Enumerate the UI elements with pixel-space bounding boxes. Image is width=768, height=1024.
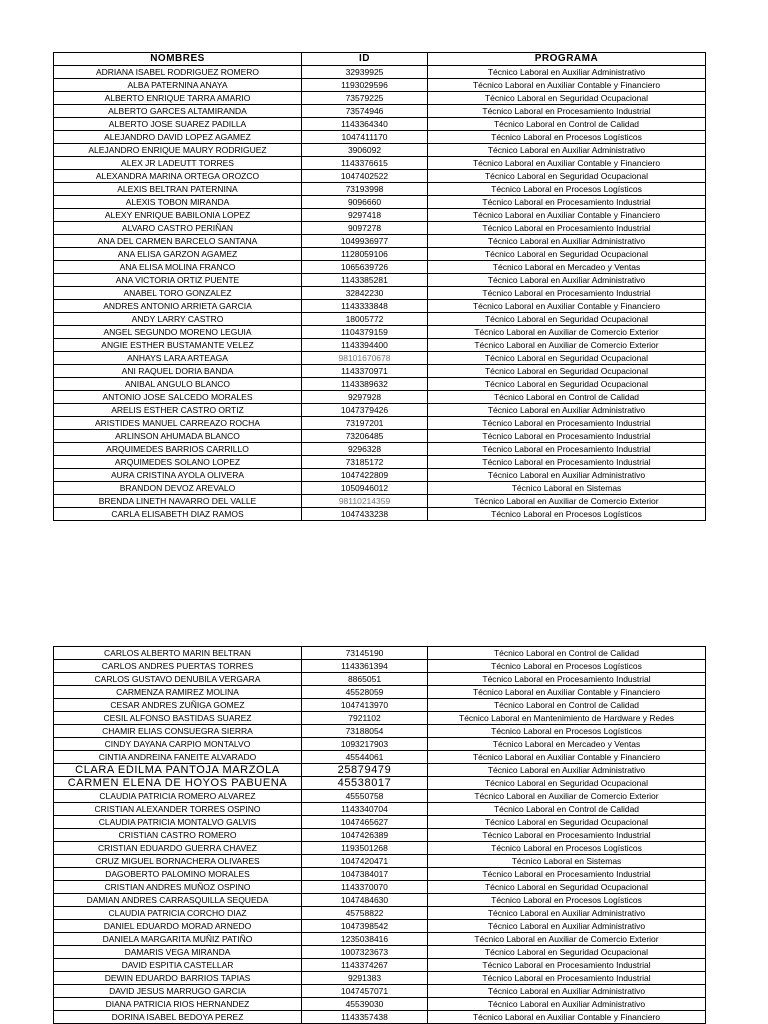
student-program: Técnico Laboral en Auxiliar Administrativo — [428, 469, 706, 482]
student-name: DANIELA MARGARITA MUÑIZ PATIÑO — [54, 933, 302, 946]
table-row — [54, 391, 706, 404]
student-id: 1047457071 — [302, 985, 428, 998]
student-id: 73206485 — [302, 430, 428, 443]
student-name: CINDY DAYANA CARPIO MONTALVO — [54, 738, 302, 751]
student-name: ADRIANA ISABEL RODRIGUEZ ROMERO — [54, 66, 302, 79]
table-row — [54, 482, 706, 495]
student-program: Técnico Laboral en Auxiliar Administrativo — [428, 764, 706, 777]
student-id: 45528059 — [302, 686, 428, 699]
table-row — [54, 222, 706, 235]
student-name: ALBERTO JOSE SUAREZ PADILLA — [54, 118, 302, 131]
student-id: 73193998 — [302, 183, 428, 196]
student-name: ARQUIMEDES BARRIOS CARRILLO — [54, 443, 302, 456]
student-program: Técnico Laboral en Auxiliar Administrativo — [428, 998, 706, 1011]
student-name: CARLOS ANDRES PUERTAS TORRES — [54, 660, 302, 673]
student-program: Técnico Laboral en Procesos Logísticos — [428, 842, 706, 855]
table-row — [54, 868, 706, 881]
student-id: 32939925 — [302, 66, 428, 79]
student-id: 73188054 — [302, 725, 428, 738]
student-program: Técnico Laboral en Procesos Logísticos — [428, 183, 706, 196]
student-name: CARLA ELISABETH DIAZ RAMOS — [54, 508, 302, 521]
student-program: Técnico Laboral en Sistemas — [428, 855, 706, 868]
student-id: 73574946 — [302, 105, 428, 118]
student-program: Técnico Laboral en Auxiliar Contable y Financiero — [428, 686, 706, 699]
student-program: Técnico Laboral en Control de Calidad — [428, 699, 706, 712]
student-name: ANTONIO JOSE SALCEDO MORALES — [54, 391, 302, 404]
student-id: 9097278 — [302, 222, 428, 235]
student-name: ALBERTO GARCES ALTAMIRANDA — [54, 105, 302, 118]
student-program: Técnico Laboral en Auxiliar Contable y Financiero — [428, 751, 706, 764]
student-id: 3906092 — [302, 144, 428, 157]
student-id: 1143361394 — [302, 660, 428, 673]
table-row — [54, 894, 706, 907]
student-id: 1143385281 — [302, 274, 428, 287]
student-id: 1047484630 — [302, 894, 428, 907]
student-id: 1047402522 — [302, 170, 428, 183]
table-row — [54, 469, 706, 482]
student-program: Técnico Laboral en Seguridad Ocupacional — [428, 352, 706, 365]
table-row — [54, 699, 706, 712]
student-id: 1143374267 — [302, 959, 428, 972]
student-program: Técnico Laboral en Auxiliar de Comercio Exterior — [428, 339, 706, 352]
student-program: Técnico Laboral en Auxiliar Administrativo — [428, 274, 706, 287]
student-id: 1104379159 — [302, 326, 428, 339]
student-id: 32842230 — [302, 287, 428, 300]
table-row — [54, 261, 706, 274]
table-row — [54, 920, 706, 933]
student-program: Técnico Laboral en Auxiliar Contable y Financiero — [428, 209, 706, 222]
student-program: Técnico Laboral en Procesamiento Industrial — [428, 105, 706, 118]
table-row — [54, 933, 706, 946]
table-row — [54, 1011, 706, 1024]
student-name: BRANDON DEVOZ AREVALO — [54, 482, 302, 495]
table-row — [54, 855, 706, 868]
student-id: 98110214359 — [302, 495, 428, 508]
student-name: CRUZ MIGUEL BORNACHERA OLIVARES — [54, 855, 302, 868]
student-name: CINTIA ANDREINA FANEITE ALVARADO — [54, 751, 302, 764]
student-program: Técnico Laboral en Control de Calidad — [428, 803, 706, 816]
table-row — [54, 829, 706, 842]
table-row — [54, 842, 706, 855]
table-row — [54, 118, 706, 131]
table-row — [54, 417, 706, 430]
student-program: Técnico Laboral en Seguridad Ocupacional — [428, 816, 706, 829]
student-id: 1047379426 — [302, 404, 428, 417]
student-program: Técnico Laboral en Procesamiento Industrial — [428, 443, 706, 456]
table-row — [54, 959, 706, 972]
student-id: 1047384017 — [302, 868, 428, 881]
student-id: 73145190 — [302, 647, 428, 660]
student-program: Técnico Laboral en Auxiliar Contable y Financiero — [428, 300, 706, 313]
student-id: 1047413970 — [302, 699, 428, 712]
student-id: 1143357438 — [302, 1011, 428, 1024]
header-row — [54, 53, 706, 66]
student-name: CHAMIR ELIAS CONSUEGRA SIERRA — [54, 725, 302, 738]
student-program: Técnico Laboral en Procesamiento Industrial — [428, 196, 706, 209]
student-name: ALEJANDRO DAVID LOPEZ AGAMEZ — [54, 131, 302, 144]
student-id: 1143340704 — [302, 803, 428, 816]
student-id: 7921102 — [302, 712, 428, 725]
student-id: 9297418 — [302, 209, 428, 222]
student-program: Técnico Laboral en Procesos Logísticos — [428, 894, 706, 907]
student-program: Técnico Laboral en Procesamiento Industrial — [428, 417, 706, 430]
student-id: 25879479 — [302, 764, 428, 777]
table-row — [54, 105, 706, 118]
student-program: Técnico Laboral en Auxiliar Administrativo — [428, 907, 706, 920]
student-program: Técnico Laboral en Seguridad Ocupacional — [428, 946, 706, 959]
student-name: ALBERTO ENRIQUE TARRA AMARIO — [54, 92, 302, 105]
student-name: DAVID JESUS MARRUGO GARCIA — [54, 985, 302, 998]
student-program: Técnico Laboral en Sistemas — [428, 482, 706, 495]
student-name: ARLINSON AHUMADA BLANCO — [54, 430, 302, 443]
student-program: Técnico Laboral en Procesos Logísticos — [428, 508, 706, 521]
table-row — [54, 803, 706, 816]
student-name: CRISTIAN EDUARDO GUERRA CHAVEZ — [54, 842, 302, 855]
student-id: 1193029596 — [302, 79, 428, 92]
student-program: Técnico Laboral en Seguridad Ocupacional — [428, 378, 706, 391]
table-row — [54, 365, 706, 378]
student-id: 8865051 — [302, 673, 428, 686]
student-name: CLAUDIA PATRICIA MONTALVO GALVIS — [54, 816, 302, 829]
student-program: Técnico Laboral en Seguridad Ocupacional — [428, 313, 706, 326]
table-row — [54, 660, 706, 673]
student-id: 1128059106 — [302, 248, 428, 261]
student-id: 1193501268 — [302, 842, 428, 855]
student-id: 1235038416 — [302, 933, 428, 946]
student-program: Técnico Laboral en Auxiliar Administrativo — [428, 144, 706, 157]
student-name: ANGEL SEGUNDO MORENO LEGUIA — [54, 326, 302, 339]
student-program: Técnico Laboral en Procesos Logísticos — [428, 725, 706, 738]
header-programa: PROGRAMA — [428, 53, 706, 66]
header-id: ID — [302, 53, 428, 66]
student-id: 73579225 — [302, 92, 428, 105]
student-name: CARLOS ALBERTO MARIN BELTRAN — [54, 647, 302, 660]
table-row — [54, 998, 706, 1011]
table-row — [54, 183, 706, 196]
table-row — [54, 712, 706, 725]
table-row — [54, 339, 706, 352]
student-name: ANA ELISA GARZON AGAMEZ — [54, 248, 302, 261]
student-program: Técnico Laboral en Seguridad Ocupacional — [428, 170, 706, 183]
table-row — [54, 287, 706, 300]
student-id: 45539030 — [302, 998, 428, 1011]
student-program: Técnico Laboral en Seguridad Ocupacional — [428, 248, 706, 261]
student-name: ANDRES ANTONIO ARRIETA GARCIA — [54, 300, 302, 313]
table-row — [54, 725, 706, 738]
table-row — [54, 456, 706, 469]
table-row — [54, 777, 706, 790]
student-name: ANDY LARRY CASTRO — [54, 313, 302, 326]
student-name: ALBA PATERNINA ANAYA — [54, 79, 302, 92]
student-program: Técnico Laboral en Mercadeo y Ventas — [428, 738, 706, 751]
student-name: DAMIAN ANDRES CARRASQUILLA SEQUEDA — [54, 894, 302, 907]
student-program: Técnico Laboral en Mercadeo y Ventas — [428, 261, 706, 274]
table-row — [54, 144, 706, 157]
student-program: Técnico Laboral en Mantenimiento de Hardware y Redes — [428, 712, 706, 725]
table-row — [54, 92, 706, 105]
table-row — [54, 946, 706, 959]
student-name: ARISTIDES MANUEL CARREAZO ROCHA — [54, 417, 302, 430]
student-name: DAVID ESPITIA CASTELLAR — [54, 959, 302, 972]
student-program: Técnico Laboral en Procesos Logísticos — [428, 660, 706, 673]
student-id: 73197201 — [302, 417, 428, 430]
table-row — [54, 673, 706, 686]
student-program: Técnico Laboral en Auxiliar Administrativo — [428, 920, 706, 933]
student-id: 1047465627 — [302, 816, 428, 829]
table-row — [54, 738, 706, 751]
table-row — [54, 790, 706, 803]
table-row — [54, 313, 706, 326]
student-id: 45544061 — [302, 751, 428, 764]
table-row — [54, 170, 706, 183]
table-row — [54, 907, 706, 920]
student-id: 45758822 — [302, 907, 428, 920]
table-row — [54, 79, 706, 92]
student-program: Técnico Laboral en Seguridad Ocupacional — [428, 777, 706, 790]
table-row — [54, 248, 706, 261]
student-id: 1065639726 — [302, 261, 428, 274]
student-program: Técnico Laboral en Auxiliar Contable y Financiero — [428, 157, 706, 170]
student-name: ALEXY ENRIQUE BABILONIA LOPEZ — [54, 209, 302, 222]
table-row — [54, 508, 706, 521]
student-id: 9296328 — [302, 443, 428, 456]
student-program: Técnico Laboral en Control de Calidad — [428, 118, 706, 131]
student-id: 73185172 — [302, 456, 428, 469]
student-id: 1050946012 — [302, 482, 428, 495]
student-program: Técnico Laboral en Auxiliar de Comercio Exterior — [428, 326, 706, 339]
table-row — [54, 196, 706, 209]
student-id: 1143370971 — [302, 365, 428, 378]
student-program: Técnico Laboral en Seguridad Ocupacional — [428, 365, 706, 378]
table-row — [54, 404, 706, 417]
student-program: Técnico Laboral en Auxiliar Administrativo — [428, 404, 706, 417]
student-name: CRISTIAN ALEXANDER TORRES OSPINO — [54, 803, 302, 816]
table-row — [54, 647, 706, 660]
student-program: Técnico Laboral en Seguridad Ocupacional — [428, 92, 706, 105]
student-program: Técnico Laboral en Auxiliar de Comercio Exterior — [428, 933, 706, 946]
student-name: ANA DEL CARMEN BARCELO SANTANA — [54, 235, 302, 248]
table-row — [54, 443, 706, 456]
student-program: Técnico Laboral en Procesamiento Industrial — [428, 673, 706, 686]
table-row — [54, 985, 706, 998]
students-table-1 — [53, 52, 706, 521]
student-name: ANI RAQUEL DORIA BANDA — [54, 365, 302, 378]
student-program: Técnico Laboral en Auxiliar Administrativo — [428, 985, 706, 998]
student-id: 1143394400 — [302, 339, 428, 352]
students-table-2 — [53, 646, 706, 1024]
student-program: Técnico Laboral en Procesamiento Industrial — [428, 222, 706, 235]
student-program: Técnico Laboral en Procesamiento Industrial — [428, 959, 706, 972]
table-row — [54, 209, 706, 222]
student-name: ALEJANDRO ENRIQUE MAURY RODRIGUEZ — [54, 144, 302, 157]
student-name: BRENDA LINETH NAVARRO DEL VALLE — [54, 495, 302, 508]
table-row — [54, 378, 706, 391]
student-name: ANHAYS LARA ARTEAGA — [54, 352, 302, 365]
student-name: CLARA EDILMA PANTOJA MARZOLA — [54, 764, 302, 777]
student-name: DORINA ISABEL BEDOYA PEREZ — [54, 1011, 302, 1024]
student-id: 1047433238 — [302, 508, 428, 521]
table-row — [54, 66, 706, 79]
student-program: Técnico Laboral en Auxiliar de Comercio Exterior — [428, 495, 706, 508]
student-id: 1047426389 — [302, 829, 428, 842]
student-program: Técnico Laboral en Procesos Logísticos — [428, 131, 706, 144]
student-id: 98101670678 — [302, 352, 428, 365]
student-name: ALVARO CASTRO PERIÑAN — [54, 222, 302, 235]
student-name: ALEXIS BELTRAN PATERNINA — [54, 183, 302, 196]
student-id: 45538017 — [302, 777, 428, 790]
student-name: CARMEN ELENA DE HOYOS PABUENA — [54, 777, 302, 790]
student-id: 1007323673 — [302, 946, 428, 959]
student-name: ARQUIMEDES SOLANO LOPEZ — [54, 456, 302, 469]
student-name: AURA CRISTINA AYOLA OLIVERA — [54, 469, 302, 482]
student-name: CARLOS GUSTAVO DENUBILA VERGARA — [54, 673, 302, 686]
student-id: 1047420471 — [302, 855, 428, 868]
student-name: CRISTIAN ANDRES MUÑOZ OSPINO — [54, 881, 302, 894]
table-row — [54, 686, 706, 699]
student-id: 1143389632 — [302, 378, 428, 391]
table-row — [54, 235, 706, 248]
student-name: ALEXANDRA MARINA ORTEGA OROZCO — [54, 170, 302, 183]
student-name: DAGOBERTO PALOMINO MORALES — [54, 868, 302, 881]
student-program: Técnico Laboral en Auxiliar Contable y Financiero — [428, 79, 706, 92]
table-row — [54, 131, 706, 144]
student-program: Técnico Laboral en Procesamiento Industrial — [428, 430, 706, 443]
student-program: Técnico Laboral en Procesamiento Industrial — [428, 456, 706, 469]
student-program: Técnico Laboral en Auxiliar Administrativo — [428, 235, 706, 248]
table-row — [54, 352, 706, 365]
student-id: 1143364340 — [302, 118, 428, 131]
student-program: Técnico Laboral en Procesamiento Industrial — [428, 972, 706, 985]
student-id: 1143370070 — [302, 881, 428, 894]
student-program: Técnico Laboral en Control de Calidad — [428, 391, 706, 404]
student-name: ANA VICTORIA ORTIZ PUENTE — [54, 274, 302, 287]
table-row — [54, 495, 706, 508]
table-row — [54, 300, 706, 313]
student-program: Técnico Laboral en Auxiliar de Comercio Exterior — [428, 790, 706, 803]
student-program: Técnico Laboral en Seguridad Ocupacional — [428, 881, 706, 894]
student-id: 9291383 — [302, 972, 428, 985]
student-program: Técnico Laboral en Control de Calidad — [428, 647, 706, 660]
table-row — [54, 274, 706, 287]
student-program: Técnico Laboral en Procesamiento Industrial — [428, 287, 706, 300]
student-name: CRISTIAN CASTRO ROMERO — [54, 829, 302, 842]
student-id: 45550758 — [302, 790, 428, 803]
student-name: ANGIE ESTHER BUSTAMANTE VELEZ — [54, 339, 302, 352]
table-row — [54, 764, 706, 777]
header-nombres: NOMBRES — [54, 53, 302, 66]
student-id: 1047422809 — [302, 469, 428, 482]
student-name: ARELIS ESTHER CASTRO ORTIZ — [54, 404, 302, 417]
student-name: CLAUDIA PATRICIA ROMERO ALVAREZ — [54, 790, 302, 803]
table-row — [54, 751, 706, 764]
student-name: CESIL ALFONSO BASTIDAS SUAREZ — [54, 712, 302, 725]
student-name: ANIBAL ANGULO BLANCO — [54, 378, 302, 391]
student-name: CARMENZA RAMIREZ MOLINA — [54, 686, 302, 699]
student-program: Técnico Laboral en Procesamiento Industrial — [428, 829, 706, 842]
table-row — [54, 157, 706, 170]
student-name: ANABEL TORO GONZALEZ — [54, 287, 302, 300]
table-row — [54, 816, 706, 829]
student-name: DEWIN EDUARDO BARRIOS TAPIAS — [54, 972, 302, 985]
table-row — [54, 326, 706, 339]
student-id: 1047411170 — [302, 131, 428, 144]
student-name: ALEX JR LADEUTT TORRES — [54, 157, 302, 170]
student-name: CESAR ANDRES ZUÑIGA GOMEZ — [54, 699, 302, 712]
student-id: 1093217903 — [302, 738, 428, 751]
table-row — [54, 972, 706, 985]
student-id: 9297928 — [302, 391, 428, 404]
student-id: 18005772 — [302, 313, 428, 326]
student-id: 1047398542 — [302, 920, 428, 933]
student-name: DANIEL EDUARDO MORAD ARNEDO — [54, 920, 302, 933]
student-name: DAMARIS VEGA MIRANDA — [54, 946, 302, 959]
table-row — [54, 881, 706, 894]
student-id: 9096660 — [302, 196, 428, 209]
student-id: 1049936977 — [302, 235, 428, 248]
student-name: CLAUDIA PATRICIA CORCHO DIAZ — [54, 907, 302, 920]
student-name: ALEXIS TOBON MIRANDA — [54, 196, 302, 209]
student-program: Técnico Laboral en Auxiliar Administrativo — [428, 66, 706, 79]
student-id: 1143376615 — [302, 157, 428, 170]
student-name: ANA ELISA MOLINA FRANCO — [54, 261, 302, 274]
student-id: 1143333848 — [302, 300, 428, 313]
table-row — [54, 430, 706, 443]
student-program: Técnico Laboral en Auxiliar Contable y Financiero — [428, 1011, 706, 1024]
student-name: DIANA PATRICIA RIOS HERNANDEZ — [54, 998, 302, 1011]
student-program: Técnico Laboral en Procesamiento Industrial — [428, 868, 706, 881]
